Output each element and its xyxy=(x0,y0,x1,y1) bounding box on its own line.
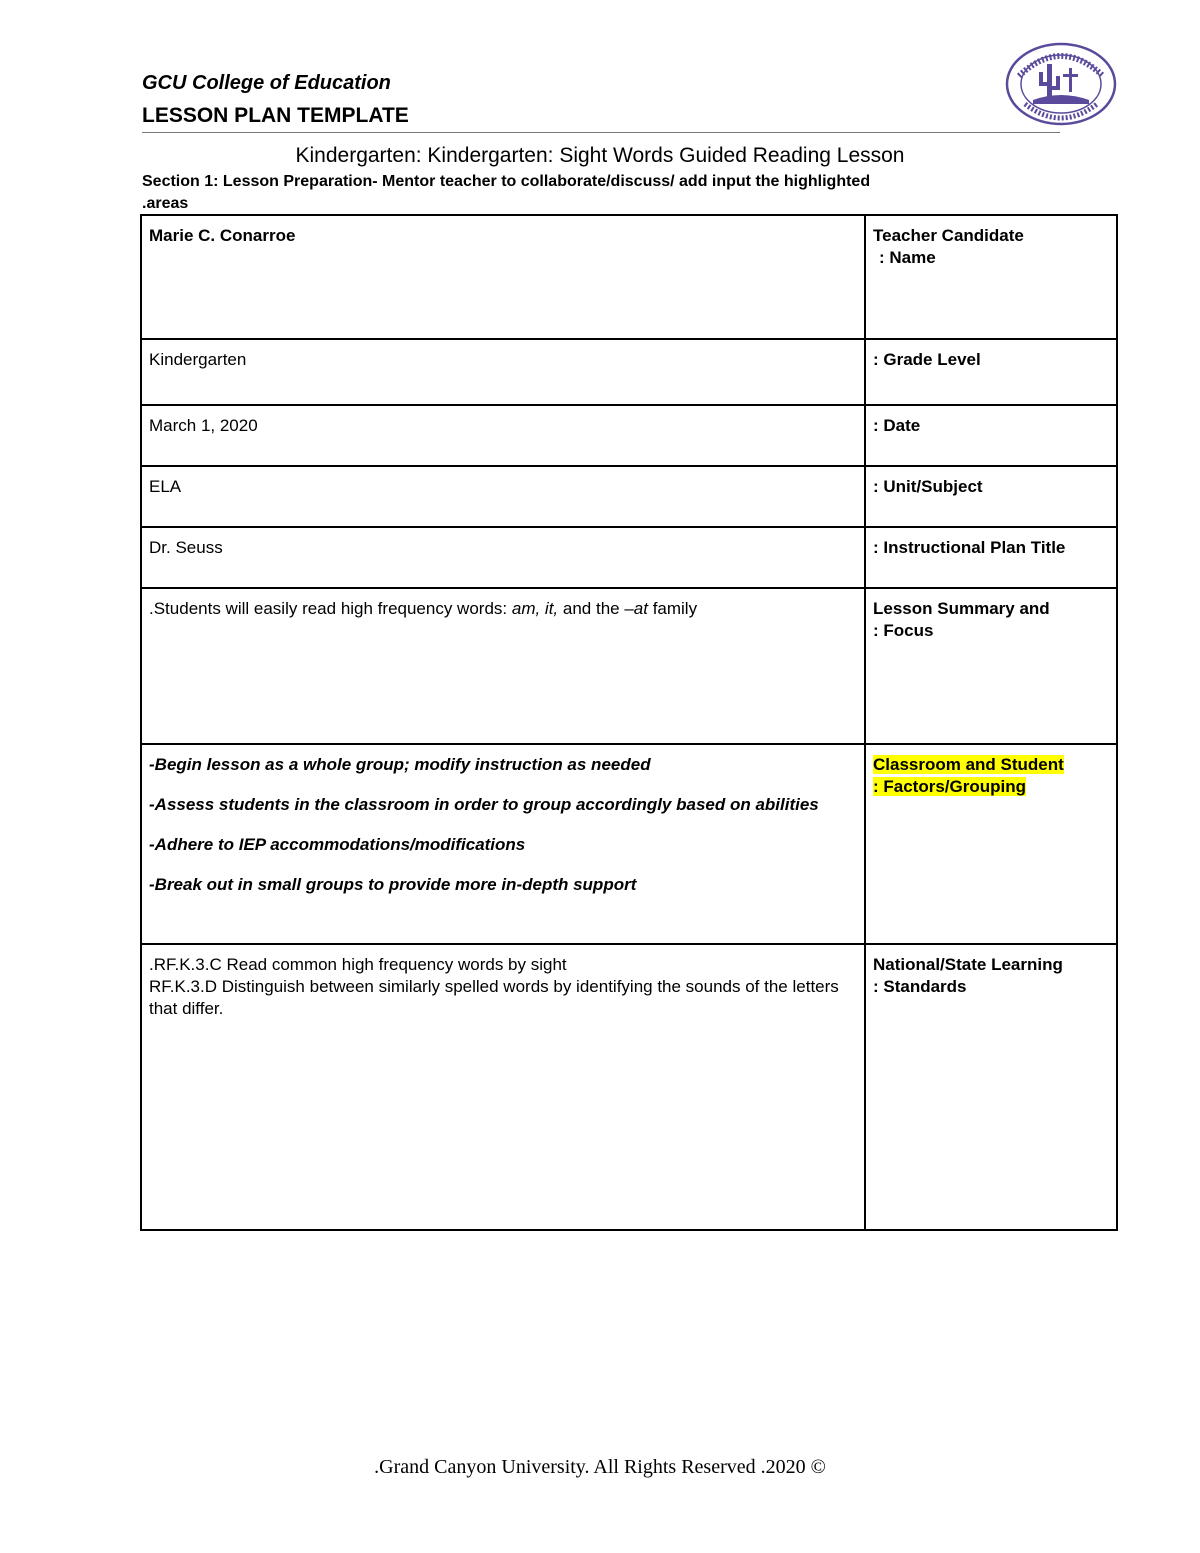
lesson-plan-table xyxy=(140,214,1118,1231)
learning-standards-label-line2: : Standards xyxy=(873,977,967,996)
row-instructional-plan-title xyxy=(141,527,1117,588)
teacher-name-label-line1: Teacher Candidate xyxy=(873,226,1024,245)
date-label: : Date xyxy=(865,405,1117,466)
row-lesson-summary xyxy=(141,588,1117,744)
summary-text-em2: at xyxy=(633,599,648,618)
instructional-plan-title-value: Dr. Seuss xyxy=(141,527,865,588)
lesson-summary-label-line1: Lesson Summary and xyxy=(873,599,1050,618)
row-grade-level xyxy=(141,339,1117,405)
classroom-factors-label-line2: : Factors/Grouping xyxy=(873,777,1026,796)
standard-line-2: RF.K.3.D Distinguish between similarly spelled words by identifying the sounds of the letters that differ. xyxy=(149,977,839,1018)
section-heading-line1: Section 1: Lesson Preparation- Mentor teacher to collaborate/discuss/ add input the highlighted xyxy=(142,173,871,190)
grade-level-label: : Grade Level xyxy=(865,339,1117,405)
date-value: March 1, 2020 xyxy=(141,405,865,466)
classroom-factors-label-line1: Classroom and Student xyxy=(873,755,1064,774)
summary-text-mid: and the – xyxy=(558,599,634,618)
section-heading-line2: .areas xyxy=(142,195,189,212)
lesson-summary-value xyxy=(141,588,865,744)
lesson-summary-label xyxy=(865,588,1117,744)
row-teacher-name xyxy=(141,215,1117,339)
factor-line-3: -Adhere to IEP accommodations/modifications xyxy=(149,835,526,854)
lesson-summary-label-line2: : Focus xyxy=(873,621,934,640)
teacher-name-value: Marie C. Conarroe xyxy=(141,215,865,339)
learning-standards-value xyxy=(141,944,865,1230)
teacher-name-label-line2: : Name xyxy=(879,248,936,267)
classroom-factors-label xyxy=(865,744,1117,944)
university-seal-logo xyxy=(1005,42,1117,126)
summary-text-post: family xyxy=(647,599,698,618)
row-classroom-factors xyxy=(141,744,1117,944)
classroom-factors-value xyxy=(141,744,865,944)
section-heading xyxy=(142,171,1062,215)
unit-subject-value: ELA xyxy=(141,466,865,527)
teacher-name-label xyxy=(865,215,1117,339)
factor-line-2: -Assess students in the classroom in order to group accordingly based on abilities xyxy=(149,795,819,814)
row-learning-standards xyxy=(141,944,1117,1230)
grade-level-value: Kindergarten xyxy=(141,339,865,405)
copyright-footer: .Grand Canyon University. All Rights Reserved .2020 © xyxy=(374,1456,826,1478)
college-name: GCU College of Education xyxy=(142,72,391,94)
factor-line-1: -Begin lesson as a whole group; modify instruction as needed xyxy=(149,755,651,774)
summary-text-em1: am, it, xyxy=(511,599,559,618)
row-date xyxy=(141,405,1117,466)
standard-line-1: .RF.K.3.C Read common high frequency words by sight xyxy=(149,955,567,974)
unit-subject-label: : Unit/Subject xyxy=(865,466,1117,527)
factor-line-4: -Break out in small groups to provide more in-depth support xyxy=(149,875,637,894)
summary-text-pre: .Students will easily read high frequency words: xyxy=(149,599,512,618)
row-unit-subject xyxy=(141,466,1117,527)
learning-standards-label-line1: National/State Learning xyxy=(873,955,1063,974)
instructional-plan-title-label: : Instructional Plan Title xyxy=(865,527,1117,588)
template-title: LESSON PLAN TEMPLATE xyxy=(142,104,409,127)
lesson-title: Kindergarten: Kindergarten: Sight Words Guided Reading Lesson xyxy=(295,144,905,167)
header-divider xyxy=(142,132,1060,133)
learning-standards-label xyxy=(865,944,1117,1230)
